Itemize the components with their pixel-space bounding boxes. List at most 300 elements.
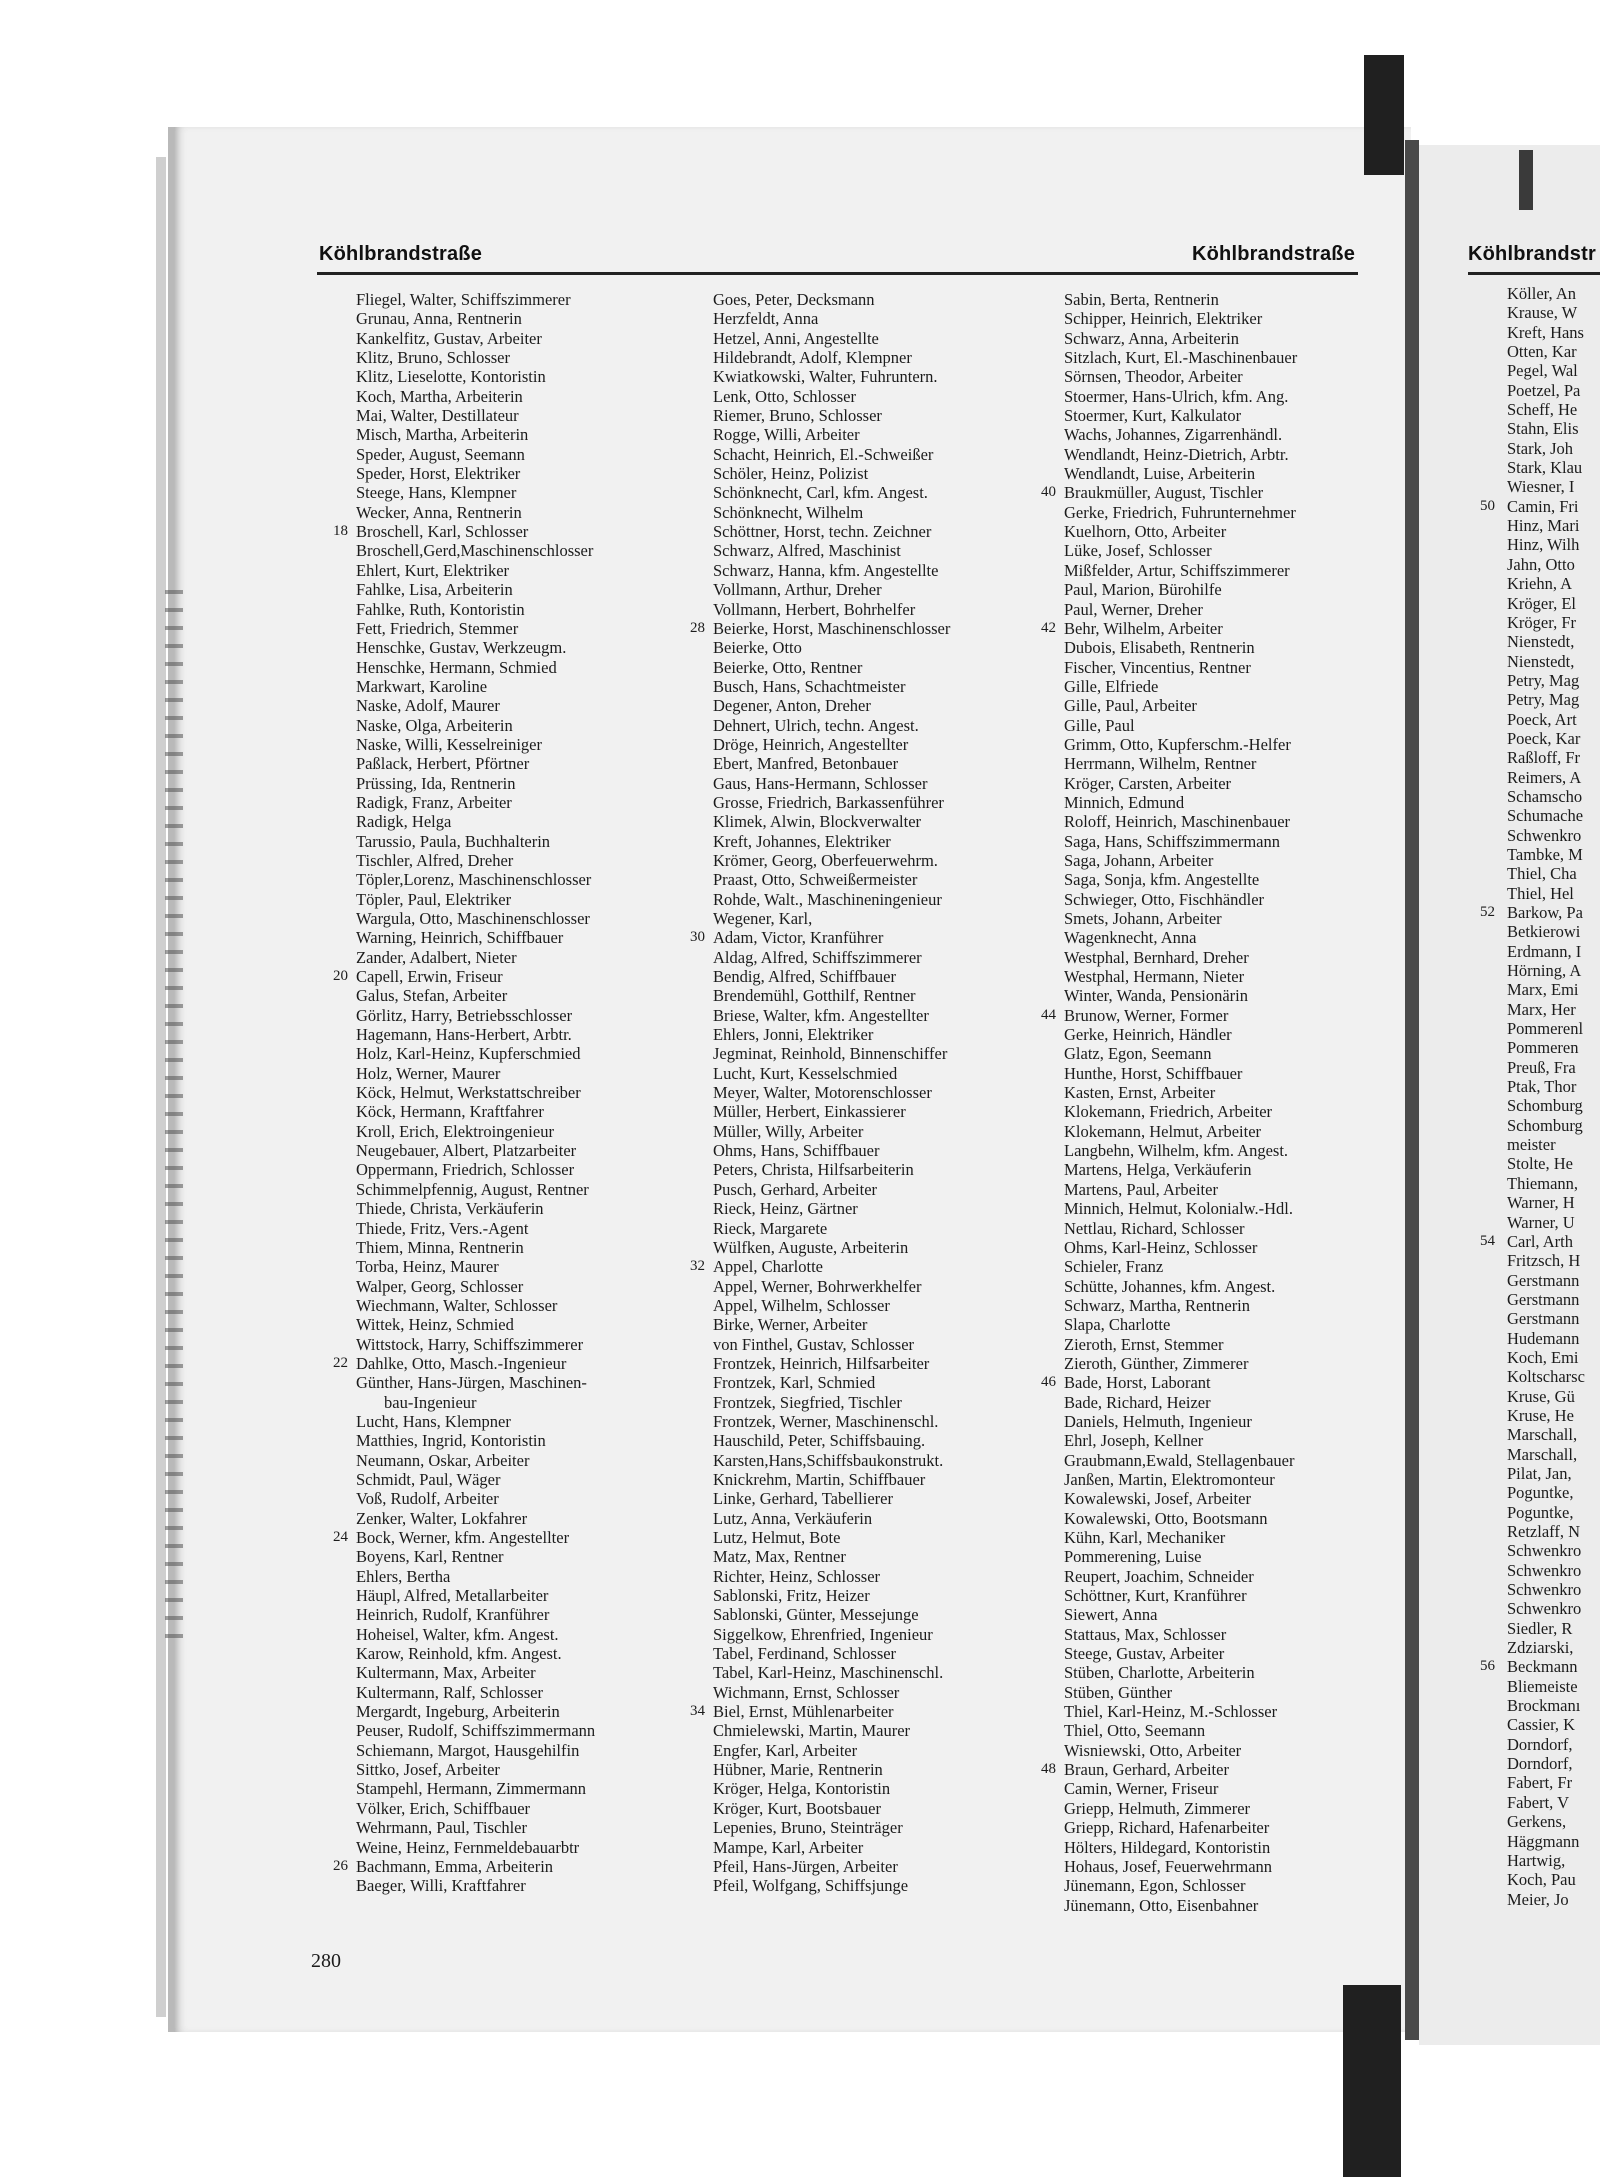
- directory-entry: [1026, 1412, 1366, 1431]
- resident-entry: Steege, Hans, Klempner: [356, 483, 517, 503]
- directory-entry: [1465, 1638, 1600, 1657]
- directory-entry: [675, 1064, 1015, 1083]
- house-number: 22: [333, 1354, 348, 1371]
- directory-entry: [1026, 1605, 1366, 1624]
- directory-entry: [1465, 1870, 1600, 1889]
- directory-entry: [318, 1238, 658, 1257]
- directory-entry: [1026, 483, 1366, 502]
- resident-entry: Wargula, Otto, Maschinenschlosser: [356, 909, 590, 928]
- resident-entry: Thiel, Cha: [1507, 864, 1577, 884]
- page-edge-marks: [165, 590, 183, 1640]
- resident-entry: Nettlau, Richard, Schlosser: [1064, 1218, 1245, 1238]
- directory-entry: [1026, 1044, 1366, 1063]
- directory-entry: [1026, 1431, 1366, 1450]
- directory-entry: [675, 1219, 1015, 1238]
- resident-entry: Winter, Wanda, Pensionärin: [1064, 986, 1248, 1006]
- directory-column-3: [1026, 290, 1366, 1915]
- directory-entry: [1026, 851, 1366, 870]
- resident-entry: Karow, Reinhold, kfm. Angest.: [356, 1644, 562, 1664]
- directory-entry: [675, 967, 1015, 986]
- directory-entry: [318, 658, 658, 677]
- resident-entry: Hildebrandt, Adolf, Klempner: [713, 348, 912, 368]
- directory-entry: [1026, 1180, 1366, 1199]
- resident-entry: Griepp, Helmuth, Zimmerer: [1064, 1798, 1251, 1818]
- binder-clip-bottom: [1343, 1985, 1401, 2177]
- directory-entry: [675, 1451, 1015, 1470]
- directory-entry: [675, 1025, 1015, 1044]
- resident-entry: Schöttner, Horst, techn. Zeichner: [713, 522, 932, 542]
- directory-entry: [675, 1238, 1015, 1257]
- resident-entry: Gerstmann: [1507, 1309, 1580, 1329]
- resident-entry: Schwieger, Otto, Fischhändler: [1064, 889, 1265, 909]
- directory-entry: [1026, 1799, 1366, 1818]
- resident-entry: Wichmann, Ernst, Schlosser: [713, 1682, 900, 1702]
- resident-entry: Baeger, Willi, Kraftfahrer: [356, 1876, 526, 1896]
- directory-entry: [1026, 580, 1366, 599]
- directory-entry: [318, 812, 658, 831]
- directory-entry: [675, 1335, 1015, 1354]
- directory-entry: [318, 1857, 658, 1876]
- directory-entry: [1026, 348, 1366, 367]
- directory-entry: [675, 1857, 1015, 1876]
- resident-entry: Erdmann, I: [1507, 941, 1582, 961]
- resident-entry: Broschell, Karl, Schlosser: [356, 522, 529, 542]
- resident-entry: Westphal, Hermann, Nieter: [1064, 967, 1245, 987]
- house-number: 52: [1480, 904, 1495, 920]
- directory-entry: [318, 1605, 658, 1624]
- directory-entry: [675, 677, 1015, 696]
- directory-entry: [1465, 1599, 1600, 1618]
- directory-entry: [1026, 909, 1366, 928]
- resident-entry: Warner, U: [1507, 1212, 1575, 1232]
- resident-entry: Köck, Helmut, Werkstattschreiber: [356, 1083, 581, 1103]
- directory-entry: [1026, 696, 1366, 715]
- resident-entry: Beckmann: [1507, 1657, 1578, 1677]
- directory-entry: [675, 1683, 1015, 1702]
- directory-entry: [318, 387, 658, 406]
- resident-entry: Frontzek, Karl, Schmied: [713, 1373, 876, 1393]
- resident-entry: Minnich, Helmut, Kolonialw.-Hdl.: [1064, 1199, 1293, 1219]
- directory-entry: [1026, 1625, 1366, 1644]
- directory-entry: [318, 948, 658, 967]
- resident-entry: Krause, W: [1507, 303, 1578, 323]
- directory-entry: [1465, 1309, 1600, 1328]
- resident-entry: Töpler,Lorenz, Maschinenschlosser: [356, 870, 592, 890]
- resident-entry: Thiede, Christa, Verkäuferin: [356, 1199, 544, 1219]
- resident-entry: Scheff, He: [1507, 400, 1578, 420]
- resident-entry: Beierke, Otto, Rentner: [713, 657, 863, 677]
- directory-entry: [318, 832, 658, 851]
- resident-entry: Appel, Charlotte: [713, 1257, 823, 1277]
- resident-entry: Naske, Olga, Arbeiterin: [356, 715, 513, 735]
- resident-entry: Otten, Kar: [1507, 342, 1577, 362]
- resident-entry: Matz, Max, Rentner: [713, 1547, 846, 1567]
- header-rule: [317, 272, 1358, 275]
- directory-entry: [318, 1025, 658, 1044]
- resident-entry: Schiemann, Margot, Hausgehilfin: [356, 1740, 580, 1760]
- resident-entry: Kruse, Gü: [1507, 1386, 1575, 1406]
- resident-entry: Wisniewski, Otto, Arbeiter: [1064, 1740, 1242, 1760]
- directory-entry: [675, 638, 1015, 657]
- resident-entry: Schönknecht, Wilhelm: [713, 502, 864, 522]
- resident-entry: Schwenkro: [1507, 1580, 1582, 1600]
- directory-entry: [675, 948, 1015, 967]
- resident-entry: Bade, Richard, Heizer: [1064, 1392, 1211, 1412]
- directory-entry: [318, 1702, 658, 1721]
- resident-entry: Brendemühl, Gotthilf, Rentner: [713, 986, 916, 1006]
- directory-entry: [1026, 1838, 1366, 1857]
- resident-entry: Stüben, Charlotte, Arbeiterin: [1064, 1663, 1255, 1683]
- directory-entry: [1026, 309, 1366, 328]
- resident-entry: Walper, Georg, Schlosser: [356, 1276, 524, 1296]
- resident-entry: Thiem, Minna, Rentnerin: [356, 1237, 524, 1257]
- resident-entry: Peters, Christa, Hilfsarbeiterin: [713, 1160, 914, 1180]
- resident-entry: Boyens, Karl, Rentner: [356, 1547, 504, 1567]
- directory-entry: [1465, 652, 1600, 671]
- directory-entry: [318, 1006, 658, 1025]
- resident-entry: Kühn, Karl, Mechaniker: [1064, 1528, 1226, 1547]
- directory-entry: [1026, 1741, 1366, 1760]
- directory-entry: [675, 1122, 1015, 1141]
- resident-entry: Mampe, Karl, Arbeiter: [713, 1837, 864, 1857]
- resident-entry: Praast, Otto, Schweißermeister: [713, 870, 918, 890]
- directory-entry: [1465, 1580, 1600, 1599]
- running-header-left: Köhlbrandstraße: [319, 243, 483, 265]
- directory-entry: [1465, 323, 1600, 342]
- directory-entry: [318, 638, 658, 657]
- directory-entry: [675, 1393, 1015, 1412]
- directory-entry: [1465, 1406, 1600, 1425]
- directory-entry: [1465, 1135, 1600, 1154]
- directory-entry: [1026, 290, 1366, 309]
- directory-entry: [675, 1702, 1015, 1721]
- directory-entry: [1465, 1019, 1600, 1038]
- resident-entry: Lüke, Josef, Schlosser: [1064, 541, 1212, 561]
- resident-entry: Stark, Joh: [1507, 438, 1573, 458]
- resident-entry: Brockmanı: [1507, 1696, 1581, 1716]
- directory-entry: [1026, 1335, 1366, 1354]
- directory-entry: [1465, 671, 1600, 690]
- directory-entry: [675, 1760, 1015, 1779]
- directory-entry: [1465, 1193, 1600, 1212]
- directory-entry: [318, 1180, 658, 1199]
- directory-entry: [1026, 716, 1366, 735]
- directory-entry: [1026, 406, 1366, 425]
- resident-entry: Klokemann, Friedrich, Arbeiter: [1064, 1102, 1273, 1122]
- resident-entry: Kröger, Helga, Kontoristin: [713, 1779, 891, 1799]
- directory-entry: [675, 1876, 1015, 1895]
- resident-entry: Tambke, M: [1507, 844, 1583, 864]
- directory-entry: [675, 870, 1015, 889]
- directory-entry: [1026, 1760, 1366, 1779]
- resident-entry: Dehnert, Ulrich, techn. Angest.: [713, 715, 919, 735]
- directory-entry: [1026, 870, 1366, 889]
- resident-entry: Peuser, Rudolf, Schiffszimmermann: [356, 1721, 596, 1741]
- resident-entry: Dorndorf,: [1507, 1754, 1573, 1774]
- resident-entry: Paßlack, Herbert, Pförtner: [356, 754, 530, 774]
- directory-entry: [318, 1818, 658, 1837]
- directory-entry: [1026, 1721, 1366, 1740]
- resident-entry: Braukmüller, August, Tischler: [1064, 483, 1264, 503]
- house-number: 48: [1041, 1761, 1056, 1778]
- resident-entry: Kowalewski, Otto, Bootsmann: [1064, 1508, 1268, 1528]
- resident-entry: Sabin, Berta, Rentnerin: [1064, 290, 1219, 309]
- resident-entry: Schacht, Heinrich, El.-Schweißer: [713, 444, 934, 464]
- resident-entry: Jünemann, Otto, Eisenbahner: [1064, 1895, 1259, 1915]
- resident-entry: Karsten,Hans,Schiffsbaukonstrukt.: [713, 1450, 944, 1470]
- resident-entry: Gerstmann: [1507, 1270, 1580, 1290]
- resident-entry: Markwart, Karoline: [356, 676, 488, 696]
- directory-entry: [1026, 425, 1366, 444]
- directory-entry: [1465, 381, 1600, 400]
- resident-entry: Jahn, Otto: [1507, 554, 1575, 574]
- resident-entry: Smets, Johann, Arbeiter: [1064, 909, 1222, 928]
- resident-entry: Schwarz, Hanna, kfm. Angestellte: [713, 560, 939, 580]
- resident-entry: Gerke, Heinrich, Händler: [1064, 1025, 1232, 1045]
- resident-entry: Glatz, Egon, Seemann: [1064, 1044, 1212, 1064]
- book-gutter: [1405, 140, 1419, 2040]
- resident-entry: Langbehn, Wilhelm, kfm. Angest.: [1064, 1141, 1289, 1161]
- directory-entry: [675, 522, 1015, 541]
- directory-entry: [318, 1315, 658, 1334]
- directory-entry: [1465, 1348, 1600, 1367]
- resident-entry: Gille, Elfriede: [1064, 676, 1159, 696]
- house-number: 32: [690, 1258, 705, 1275]
- directory-entry: [675, 464, 1015, 483]
- directory-entry: [675, 1277, 1015, 1296]
- directory-entry: [1465, 1696, 1600, 1715]
- resident-entry: Ptak, Thor: [1507, 1077, 1577, 1097]
- resident-entry: Chmielewski, Martin, Maurer: [713, 1721, 911, 1741]
- resident-entry: Broschell,Gerd,Maschinenschlosser: [356, 541, 594, 561]
- directory-entry: [1026, 1160, 1366, 1179]
- resident-entry: Westphal, Bernhard, Dreher: [1064, 947, 1249, 967]
- resident-entry: Schwenkro: [1507, 1560, 1582, 1580]
- directory-entry: [675, 1721, 1015, 1740]
- resident-entry: Kwiatkowski, Walter, Fuhruntern.: [713, 367, 938, 387]
- resident-entry: Fahlke, Ruth, Kontoristin: [356, 599, 525, 619]
- directory-entry: [675, 735, 1015, 754]
- resident-entry: Köck, Hermann, Kraftfahrer: [356, 1102, 544, 1122]
- directory-entry: [1465, 1174, 1600, 1193]
- resident-entry: Fahlke, Lisa, Arbeiterin: [356, 580, 513, 600]
- resident-entry: Bendig, Alfred, Schiffbauer: [713, 967, 896, 987]
- directory-entry: [318, 1741, 658, 1760]
- resident-entry: Jünemann, Egon, Schlosser: [1064, 1876, 1246, 1896]
- directory-entry: [675, 1102, 1015, 1121]
- directory-entry: [1465, 361, 1600, 380]
- resident-entry: Siewert, Anna: [1064, 1605, 1158, 1625]
- resident-entry: Wittstock, Harry, Schiffszimmerer: [356, 1334, 584, 1354]
- resident-entry: Klokemann, Helmut, Arbeiter: [1064, 1121, 1262, 1141]
- directory-entry: [675, 425, 1015, 444]
- resident-entry: von Finthel, Gustav, Schlosser: [713, 1334, 915, 1354]
- directory-entry: [675, 1141, 1015, 1160]
- resident-entry: Ohms, Hans, Schiffbauer: [713, 1141, 880, 1161]
- directory-entry: [675, 1354, 1015, 1373]
- directory-entry: [1026, 986, 1366, 1005]
- resident-entry: Behr, Wilhelm, Arbeiter: [1064, 618, 1223, 638]
- directory-entry: [1465, 1619, 1600, 1638]
- resident-entry: Thiede, Fritz, Vers.-Agent: [356, 1218, 529, 1238]
- house-number: 42: [1041, 619, 1056, 636]
- resident-entry: Richter, Heinz, Schlosser: [713, 1566, 881, 1586]
- directory-entry: [1465, 961, 1600, 980]
- resident-entry: Bade, Horst, Laborant: [1064, 1373, 1211, 1393]
- directory-entry: [318, 870, 658, 889]
- directory-entry: [1465, 516, 1600, 535]
- resident-entry: Hudemann: [1507, 1328, 1580, 1348]
- resident-entry: Raßloff, Fr: [1507, 748, 1581, 768]
- directory-entry: [318, 425, 658, 444]
- directory-entry: [318, 793, 658, 812]
- directory-entry: [675, 561, 1015, 580]
- resident-entry: Biel, Ernst, Mühlenarbeiter: [713, 1702, 894, 1722]
- resident-entry: Weine, Heinz, Fernmeldebauarbtr: [356, 1837, 580, 1857]
- directory-entry: [675, 1605, 1015, 1624]
- resident-entry: Stark, Klau: [1507, 458, 1583, 478]
- resident-entry: Holz, Karl-Heinz, Kupferschmied: [356, 1044, 581, 1064]
- resident-entry: Henschke, Hermann, Schmied: [356, 657, 557, 677]
- house-number: 46: [1041, 1374, 1056, 1391]
- directory-entry: [675, 1586, 1015, 1605]
- directory-entry: [318, 928, 658, 947]
- directory-entry: [675, 928, 1015, 947]
- house-number: 24: [333, 1529, 348, 1545]
- resident-entry: Paul, Marion, Bürohilfe: [1064, 580, 1222, 600]
- directory-entry: [675, 909, 1015, 928]
- directory-entry: [1465, 1464, 1600, 1483]
- resident-entry: Neumann, Oskar, Arbeiter: [356, 1450, 530, 1470]
- resident-entry: Thiemann,: [1507, 1173, 1579, 1193]
- resident-entry: Schumache: [1507, 806, 1584, 826]
- directory-entry: [675, 1779, 1015, 1798]
- resident-entry: Herrmann, Wilhelm, Rentner: [1064, 754, 1257, 774]
- resident-entry: Reupert, Joachim, Schneider: [1064, 1566, 1254, 1586]
- directory-entry: [1465, 1232, 1600, 1251]
- directory-entry: [1026, 1257, 1366, 1276]
- directory-entry: [675, 1257, 1015, 1276]
- directory-entry: [675, 309, 1015, 328]
- resident-entry: Mai, Walter, Destillateur: [356, 406, 519, 426]
- resident-entry: Wachs, Johannes, Zigarrenhändl.: [1064, 425, 1283, 445]
- directory-entry: [1026, 619, 1366, 638]
- directory-entry: [1026, 1547, 1366, 1566]
- resident-entry: Tabel, Ferdinand, Schlosser: [713, 1644, 897, 1664]
- directory-entry: [318, 1122, 658, 1141]
- resident-entry: Ehlert, Kurt, Elektriker: [356, 560, 510, 580]
- resident-entry: Lepenies, Bruno, Steinträger: [713, 1818, 903, 1838]
- directory-entry: [675, 348, 1015, 367]
- resident-entry: Schwenkro: [1507, 1541, 1582, 1561]
- resident-entry: Kröger, Kurt, Bootsbauer: [713, 1798, 881, 1818]
- resident-entry: Degener, Anton, Dreher: [713, 696, 871, 716]
- directory-entry: [1026, 658, 1366, 677]
- resident-entry: Dröge, Heinrich, Angestellter: [713, 734, 909, 754]
- directory-entry: [1026, 464, 1366, 483]
- resident-entry: Pommerening, Luise: [1064, 1547, 1202, 1567]
- directory-entry: [1026, 1857, 1366, 1876]
- resident-entry: Warning, Heinrich, Schiffbauer: [356, 928, 564, 948]
- directory-entry: [675, 445, 1015, 464]
- directory-entry: [675, 406, 1015, 425]
- directory-entry: [1026, 754, 1366, 773]
- directory-entry: [1465, 1445, 1600, 1464]
- resident-entry: Oppermann, Friedrich, Schlosser: [356, 1160, 575, 1180]
- resident-entry: Misch, Martha, Arbeiterin: [356, 425, 529, 445]
- directory-entry: [1465, 1213, 1600, 1232]
- resident-entry: Frontzek, Heinrich, Hilfsarbeiter: [713, 1353, 930, 1373]
- resident-entry: Wehrmann, Paul, Tischler: [356, 1818, 527, 1838]
- directory-entry: [1026, 1122, 1366, 1141]
- right-page-column: [1465, 284, 1600, 1909]
- resident-entry: Retzlaff, N: [1507, 1522, 1581, 1541]
- directory-entry: [318, 1547, 658, 1566]
- directory-entry: [318, 1044, 658, 1063]
- resident-entry: Braun, Gerhard, Arbeiter: [1064, 1760, 1229, 1780]
- resident-entry: Stoermer, Hans-Ulrich, kfm. Ang.: [1064, 386, 1289, 406]
- resident-entry: Sablonski, Fritz, Heizer: [713, 1586, 870, 1606]
- resident-entry: Saga, Hans, Schiffszimmermann: [1064, 831, 1280, 851]
- directory-entry: [675, 483, 1015, 502]
- directory-entry: [1465, 1425, 1600, 1444]
- directory-entry: [1026, 1373, 1366, 1392]
- resident-entry: Naske, Willi, Kesselreiniger: [356, 734, 542, 754]
- resident-entry: Petry, Mag: [1507, 690, 1580, 710]
- directory-entry: [1465, 1754, 1600, 1773]
- directory-entry: [1465, 1561, 1600, 1580]
- directory-entry: [1026, 1315, 1366, 1334]
- resident-entry: Fritzsch, H: [1507, 1251, 1581, 1271]
- resident-entry: Ohms, Karl-Heinz, Schlosser: [1064, 1237, 1258, 1257]
- resident-entry: Kultermann, Ralf, Schlosser: [356, 1682, 543, 1702]
- resident-entry: Zieroth, Ernst, Stemmer: [1064, 1334, 1224, 1354]
- directory-entry: [1026, 367, 1366, 386]
- directory-entry: [675, 986, 1015, 1005]
- resident-entry: Pommeren: [1507, 1038, 1579, 1058]
- resident-entry: Siggelkow, Ehrenfried, Ingenieur: [713, 1624, 933, 1644]
- resident-entry: Busch, Hans, Schachtmeister: [713, 676, 906, 696]
- directory-entry: [318, 1663, 658, 1682]
- directory-entry: [318, 1064, 658, 1083]
- resident-entry: Krömer, Georg, Oberfeuerwehrm.: [713, 850, 938, 870]
- directory-entry: [1465, 1038, 1600, 1057]
- resident-entry: Lutz, Anna, Verkäuferin: [713, 1508, 873, 1528]
- directory-entry: [1026, 541, 1366, 560]
- directory-entry: [675, 812, 1015, 831]
- directory-entry: [1026, 928, 1366, 947]
- resident-entry: Hölters, Hildegard, Kontoristin: [1064, 1837, 1271, 1857]
- resident-entry: Günther, Hans-Jürgen, Maschinen-: [356, 1373, 587, 1393]
- resident-entry: Wendlandt, Heinz-Dietrich, Arbtr.: [1064, 444, 1289, 464]
- resident-entry: Koch, Pau: [1507, 1870, 1576, 1890]
- directory-entry: [675, 329, 1015, 348]
- directory-entry: [675, 716, 1015, 735]
- directory-entry: [1465, 806, 1600, 825]
- resident-entry: Görlitz, Harry, Betriebsschlosser: [356, 1005, 573, 1025]
- resident-entry: Vollmann, Arthur, Dreher: [713, 580, 882, 600]
- directory-entry: [1026, 677, 1366, 696]
- directory-entry: [1465, 826, 1600, 845]
- resident-entry: Schöttner, Kurt, Kranführer: [1064, 1586, 1247, 1606]
- resident-entry: Fabert, V: [1507, 1792, 1570, 1812]
- house-number: 40: [1041, 484, 1056, 501]
- resident-entry: Rieck, Heinz, Gärtner: [713, 1199, 858, 1219]
- directory-entry: [1026, 1296, 1366, 1315]
- directory-entry: [318, 1644, 658, 1663]
- resident-entry: Wiechmann, Walter, Schlosser: [356, 1295, 558, 1315]
- directory-entry: [675, 658, 1015, 677]
